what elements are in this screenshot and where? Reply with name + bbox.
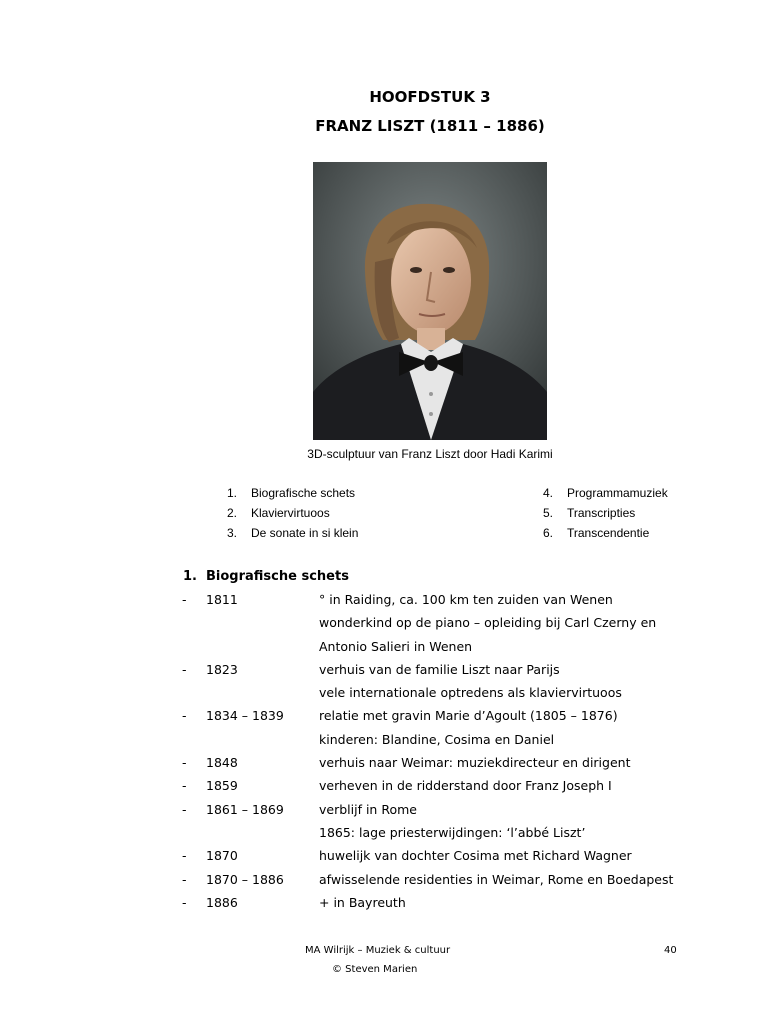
bullet-dash: -: [182, 592, 187, 607]
section-heading: [183, 569, 349, 584]
toc-item-number: 1.: [227, 486, 238, 500]
bullet-dash: -: [182, 661, 187, 677]
bullet-dash: -: [182, 894, 187, 910]
timeline-year: 1870 – 1886: [206, 871, 284, 887]
toc-item-number: 3.: [227, 526, 238, 540]
bullet-dash: -: [182, 755, 187, 771]
timeline-description: vele internationale optredens als klaviervirtuoos: [319, 685, 622, 701]
footer-course: MA Wilrijk – Muziek & cultuur: [305, 945, 451, 956]
timeline-description: kinderen: Blandine, Cosima en Daniel: [319, 731, 555, 747]
timeline-year: 1848: [206, 755, 238, 771]
toc-item-label: Biografische schets: [251, 486, 356, 500]
section-number: 1.: [183, 569, 197, 584]
timeline-description: relatie met gravin Marie d’Agoult (1805 – 1876): [319, 708, 618, 724]
liszt-portrait-image: [313, 162, 547, 440]
toc-item-number: 5.: [543, 506, 554, 520]
table-of-contents-left: [227, 485, 358, 545]
timeline-description: + in Bayreuth: [319, 894, 406, 910]
figure-caption: 3D-sculptuur van Franz Liszt door Hadi Karimi: [307, 447, 553, 461]
toc-item-number: 2.: [227, 506, 238, 520]
timeline-description: verblijf in Rome: [319, 801, 417, 817]
timeline-description: wonderkind op de piano – opleiding bij Carl Czerny en: [319, 615, 657, 631]
timeline-description: afwisselende residenties in Weimar, Rome en Boedapest: [319, 871, 674, 887]
toc-item: [227, 485, 358, 505]
timeline-year: 1870: [206, 848, 238, 864]
timeline-description: verheven in de ridderstand door Franz Joseph I: [319, 778, 612, 794]
timeline-description: verhuis van de familie Liszt naar Parijs: [319, 661, 560, 677]
toc-item: [543, 505, 668, 525]
toc-item-number: 4.: [543, 486, 554, 500]
timeline-year: 1886: [206, 894, 238, 910]
bullet-dash: -: [182, 848, 187, 864]
bullet-dash: -: [182, 778, 187, 794]
table-of-contents-right: [543, 485, 668, 545]
timeline-description: Antonio Salieri in Wenen: [319, 638, 473, 654]
timeline-description: verhuis naar Weimar: muziekdirecteur en dirigent: [319, 755, 631, 771]
toc-item-number: 6.: [543, 526, 554, 540]
bullet-dash: -: [182, 871, 187, 887]
timeline-description: 1865: lage priesterwijdingen: ‘l’abbé Liszt’: [319, 824, 586, 840]
timeline-description: huwelijk van dochter Cosima met Richard Wagner: [319, 848, 632, 864]
toc-item-label: Transcendentie: [567, 526, 650, 540]
page-number: 40: [664, 945, 677, 956]
chapter-subtitle: FRANZ LISZT (1811 – 1886): [315, 117, 545, 135]
section-title: Biografische schets: [206, 569, 349, 584]
chapter-title: HOOFDSTUK 3: [369, 88, 491, 106]
toc-item: [543, 525, 668, 545]
toc-item: [543, 485, 668, 505]
timeline-description: ° in Raiding, ca. 100 km ten zuiden van Wenen: [319, 592, 613, 607]
timeline-year: 1834 – 1839: [206, 708, 284, 724]
toc-item-label: Klaviervirtuoos: [251, 506, 330, 520]
toc-item-label: De sonate in si klein: [251, 526, 359, 540]
timeline-year: 1859: [206, 778, 238, 794]
toc-item-label: Transcripties: [567, 506, 636, 520]
bullet-dash: -: [182, 801, 187, 817]
bullet-dash: -: [182, 708, 187, 724]
toc-item: [227, 505, 358, 525]
toc-item-label: Programmamuziek: [567, 486, 668, 500]
footer-copyright: © Steven Marien: [332, 964, 418, 975]
timeline-year: 1823: [206, 661, 238, 677]
toc-item: [227, 525, 358, 545]
timeline-year: 1861 – 1869: [206, 801, 284, 817]
timeline-year: 1811: [206, 592, 238, 607]
